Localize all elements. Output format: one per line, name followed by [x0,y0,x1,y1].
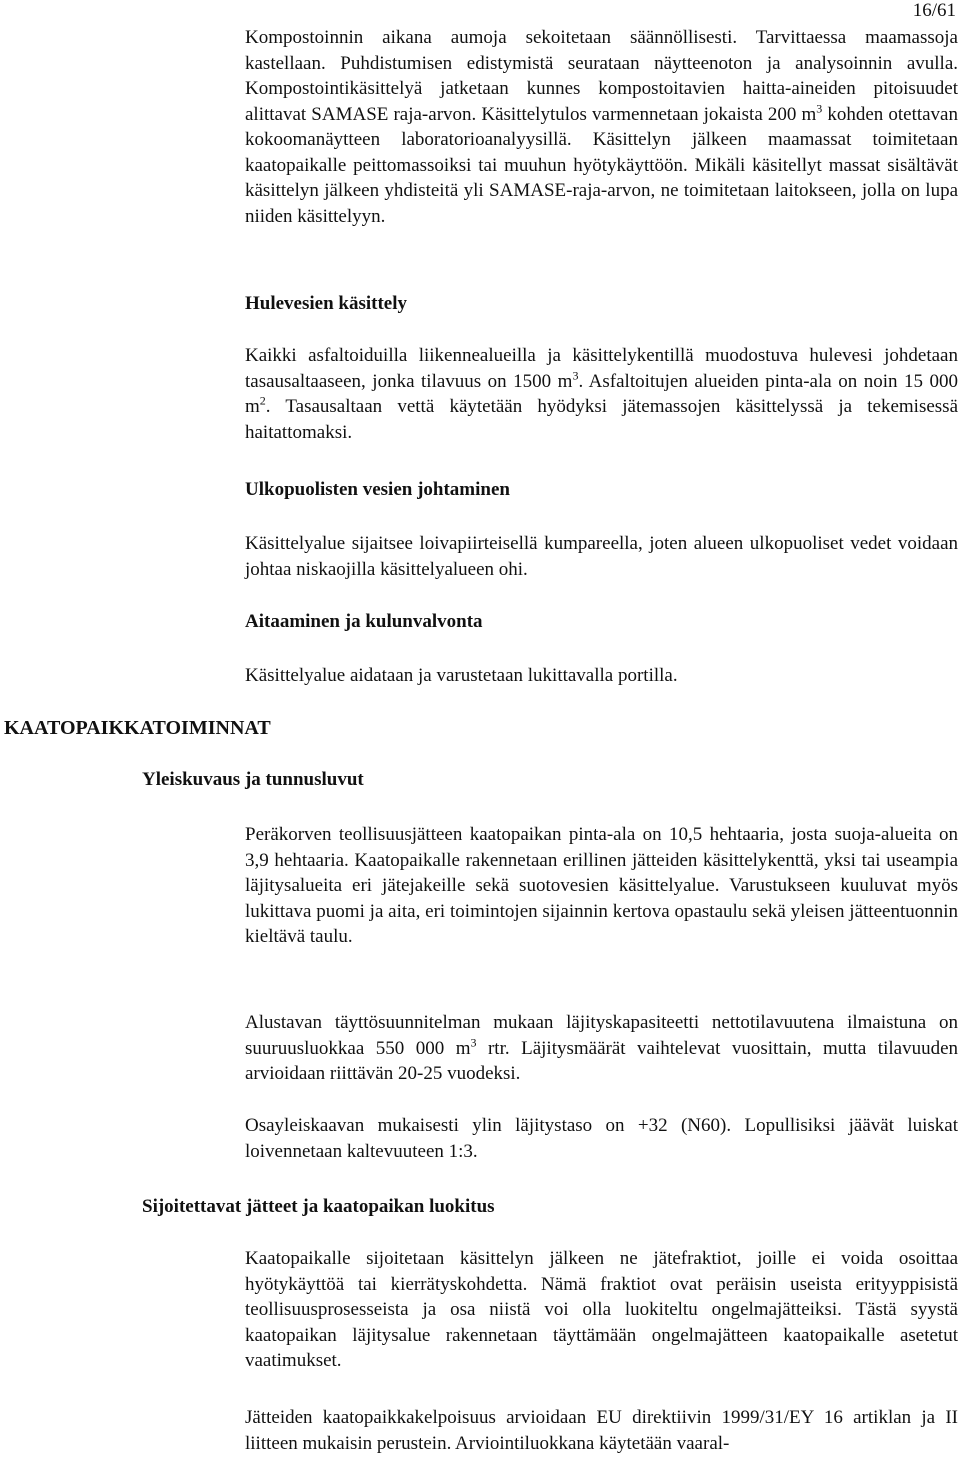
paragraph-composting [245,25,958,229]
paragraph-text: Alustavan täyttösuunnitelman mukaan läjityskapasiteetti nettotilavuutena ilmaistuna on suuruusluokkaa 550 000 m [245,1012,958,1059]
paragraph-text: rtr. Läjitysmäärät vaihtelevat vuosittain, mutta tilavuuden arvioidaan riittävän 20-25 vuodeksi. [245,1037,958,1084]
paragraph-waste-fractions: Kaatopaikalle sijoitetaan käsittelyn jälkeen ne jätefraktiot, joille ei voida osoittaa hyötykäyttöä tai kierrätyskohdetta. Nämä fraktiot ovat peräisin useista erityyppisistä teollisuusprosesseista ja osa niistä voi olla luokiteltu ongelmajätteiksi. Tästä syystä kaatopaikan läjitysalue rakennetaan täyttämään ongelmajätteen kaatopaikalle asetetut vaatimukset. [245,1248,958,1371]
heading-external-water: Ulkopuolisten vesien johtaminen [245,479,510,500]
heading-landfill-operations: KAATOPAIKKATOIMINNAT [4,717,271,739]
paragraph-text: . Asfaltoitujen alueiden pinta-ala on noin 15 000 m [245,370,958,417]
paragraph-external-water: Käsittelyalue sijaitsee loivapiirteisellä kumpareella, joten alueen ulkopuoliset vedet voidaan johtaa niskaojilla käsittelyalueen ohi. [245,533,958,580]
paragraph-capacity [245,1010,958,1087]
paragraph-fencing: Käsittelyalue aidataan ja varustetaan lukittavalla portilla. [245,665,678,686]
heading-overview: Yleiskuvaus ja tunnusluvut [142,769,364,790]
page-number: 16/61 [912,0,956,21]
heading-stormwater: Hulevesien käsittely [245,293,408,314]
heading-fencing: Aitaaminen ja kulunvalvonta [245,611,483,632]
paragraph-eu-directive: Jätteiden kaatopaikkakelpoisuus arvioidaan EU direktiivin 1999/31/EY 16 artiklan ja II liitteen mukaisin perustein. Arviointiluokkana käytetään vaaral- [245,1407,958,1454]
heading-waste-classification: Sijoitettavat jätteet ja kaatopaikan luokitus [142,1196,495,1217]
paragraph-overview: Peräkorven teollisuusjätteen kaatopaikan pinta-ala on 10,5 hehtaaria, josta suoja-alueita on 3,9 hehtaaria. Kaatopaikalle rakennetaan erillinen jätteiden käsittelykenttä, yksi tai useampia läjitysalueita eri jätejakeille sekä suotovesien käsittelyalue. Varustukseen kuuluvat myös lukittava puomi ja aita, eri toimintojen sijainnin kertova opastaulu sekä yleisen jätteentuonnin kieltävä taulu. [245,824,958,947]
superscript: 3 [572,368,579,383]
paragraph-text: Kaikki asfaltoiduilla liikennealueilla ja käsittelykentillä muodostuva hulevesi johdetaan tasausaltaaseen, jonka tilavuus on 1500 m [245,345,958,392]
paragraph-stormwater [245,343,958,445]
superscript: 3 [470,1035,477,1050]
paragraph-levels: Osayleiskaavan mukaisesti ylin läjitystaso on +32 (N60). Lopullisiksi jäävät luiskat loivennetaan kaltevuuteen 1:3. [245,1115,958,1162]
paragraph-text: kohden otettavan kokoomanäytteen laboratorioanalyysillä. Käsittelyn jälkeen maamassat toimitetaan kaatopaikalle peittomassoiksi tai muuhun hyötykäyttöön. Mikäli käsitellyt massat sisältävät käsittelyn jälkeen yhdisteitä yli SAMASE-raja-arvon, ne toimitetaan laitokseen, jolla on lupa niiden käsittelyyn. [245,103,958,227]
superscript: 2 [259,393,266,408]
paragraph-text: Kompostoinnin aikana aumoja sekoitetaan säännöllisesti. Tarvittaessa maamassoja kastellaan. Puhdistumisen edistymistä seurataan näytteenoton ja analysoinnin avulla. Kompostointikäsittelyä jatketaan kunnes kompostoitavien haitta-aineiden pitoisuudet alittavat SAMASE raja-arvon. Käsittelytulos varmennetaan jokaista 200 m [245,27,958,125]
paragraph-text: . Tasausaltaan vettä käytetään hyödyksi jätemassojen käsittelyssä ja tekemisessä haitattomaksi. [245,396,958,443]
superscript: 3 [816,101,823,116]
